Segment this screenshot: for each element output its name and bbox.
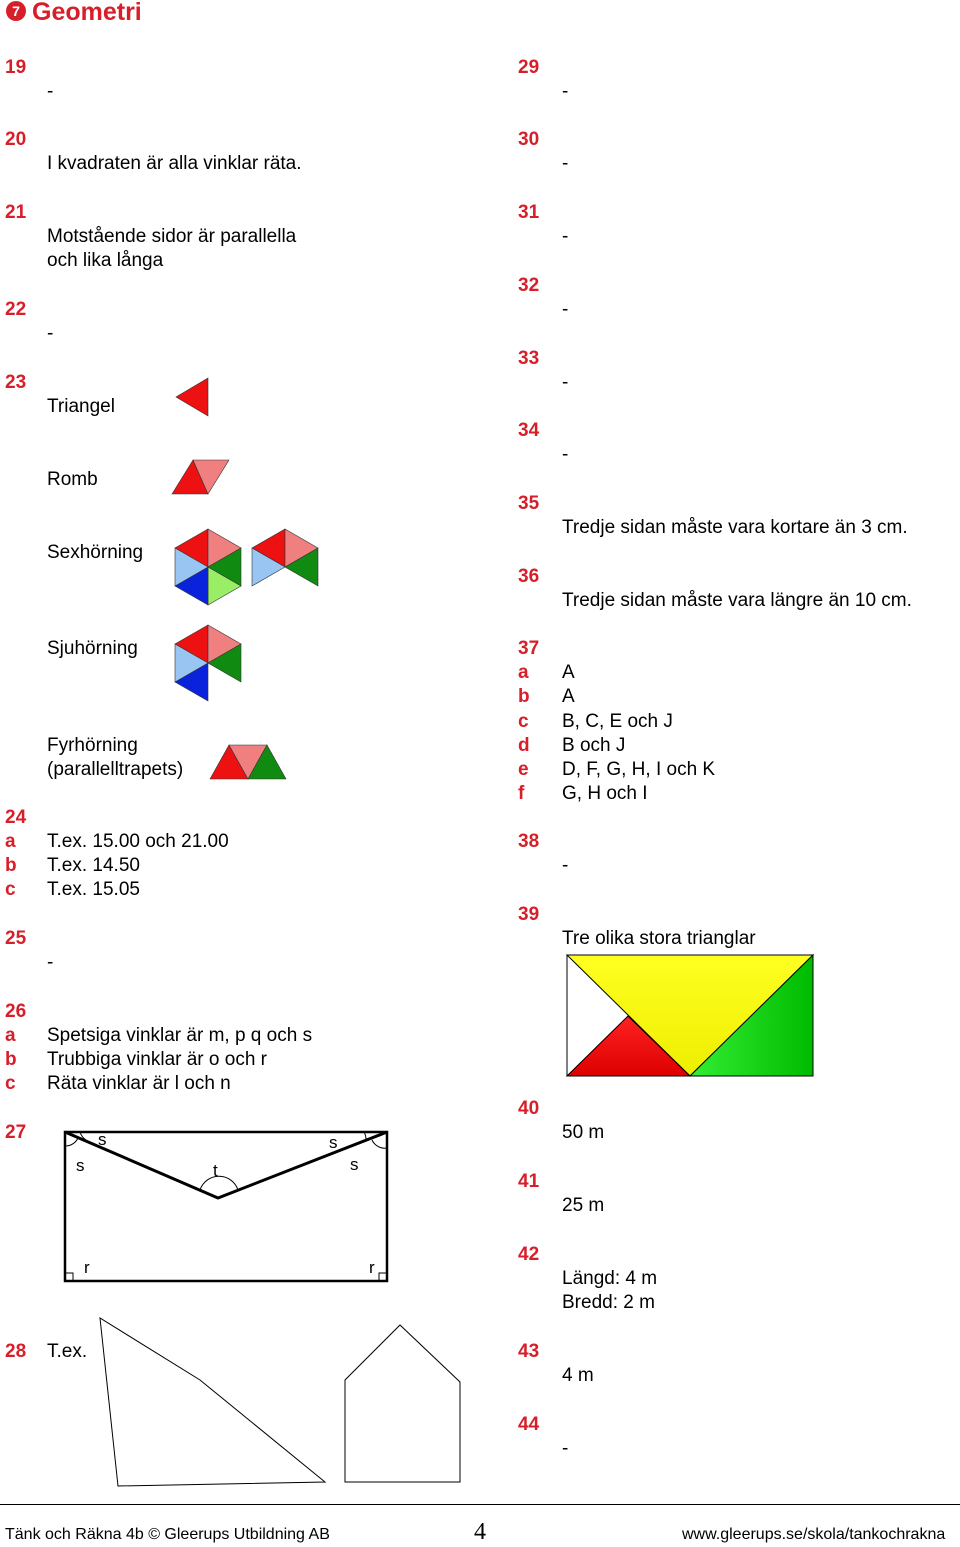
q24-a-letter: a — [5, 831, 16, 852]
q21-number: 21 — [5, 202, 27, 223]
q37-c-letter: c — [518, 711, 529, 732]
q37-a-answer: A — [562, 662, 575, 683]
q42-answer-width: Bredd: 2 m — [562, 1292, 655, 1313]
q23-sjuhorning-label: Sjuhörning — [47, 638, 138, 659]
chapter-title-text: Geometri — [32, 0, 142, 26]
q32-number: 32 — [518, 275, 540, 296]
q34-number: 34 — [518, 420, 540, 441]
q29-number: 29 — [518, 57, 540, 78]
q26-c-letter: c — [5, 1073, 16, 1094]
chapter-badge: 7 — [6, 1, 26, 21]
footer-url[interactable]: www.gleerups.se/skola/tankochrakna — [682, 1526, 946, 1543]
q37-f-answer: G, H och I — [562, 783, 648, 804]
q26-b-letter: b — [5, 1049, 17, 1070]
q41-number: 41 — [518, 1171, 540, 1192]
q23-fyrhorning-label: Fyrhörning — [47, 735, 138, 756]
q37-c-answer: B, C, E och J — [562, 711, 673, 732]
label-s-left: s — [76, 1156, 85, 1175]
q42-number: 42 — [518, 1244, 540, 1265]
q36-number: 36 — [518, 566, 540, 587]
q21-answer-line1: Motstående sidor är parallella — [47, 226, 297, 247]
q23-number: 23 — [5, 372, 27, 393]
q26-b-answer: Trubbiga vinklar är o och r — [47, 1049, 268, 1070]
q37-e-letter: e — [518, 759, 529, 780]
q43-number: 43 — [518, 1341, 540, 1362]
q35-number: 35 — [518, 493, 540, 514]
q20-answer: I kvadraten är alla vinklar räta. — [47, 153, 302, 174]
q25-number: 25 — [5, 928, 27, 949]
q34-answer: - — [562, 444, 569, 465]
q37-b-answer: A — [562, 686, 575, 707]
q31-answer: - — [562, 226, 569, 247]
q24-b-answer: T.ex. 14.50 — [47, 855, 140, 876]
label-r-right: r — [369, 1258, 375, 1277]
q36-answer: Tredje sidan måste vara längre än 10 cm. — [562, 590, 912, 611]
q24-number: 24 — [5, 807, 27, 828]
q39-number: 39 — [518, 904, 540, 925]
q33-number: 33 — [518, 348, 540, 369]
q37-b-letter: b — [518, 686, 530, 707]
q37-d-letter: d — [518, 735, 530, 756]
q28-number: 28 — [5, 1341, 27, 1362]
q43-answer: 4 m — [562, 1365, 594, 1386]
label-t: t — [213, 1161, 218, 1180]
q24-a-answer: T.ex. 15.00 och 21.00 — [47, 831, 229, 852]
q28-answer: T.ex. — [47, 1341, 88, 1362]
q37-d-answer: B och J — [562, 735, 626, 756]
q37-number: 37 — [518, 638, 540, 659]
q42-answer-length: Längd: 4 m — [562, 1268, 658, 1289]
q24-b-letter: b — [5, 855, 17, 876]
q44-number: 44 — [518, 1414, 540, 1435]
page-number: 4 — [474, 1519, 486, 1545]
footer-publisher: Tänk och Räkna 4b © Gleerups Utbildning AB — [5, 1526, 330, 1543]
q23-fyrhorning-sublabel: (parallelltrapets) — [47, 759, 184, 780]
q25-answer: - — [47, 952, 54, 973]
q31-number: 31 — [518, 202, 540, 223]
q38-number: 38 — [518, 831, 540, 852]
q38-answer: - — [562, 855, 569, 876]
q23-triangel-label: Triangel — [47, 396, 115, 417]
q23-sexhorning-label: Sexhörning — [47, 542, 144, 563]
q39-answer: Tre olika stora trianglar — [562, 928, 756, 949]
q21-answer-line2: och lika långa — [47, 250, 164, 271]
q22-answer: - — [47, 323, 54, 344]
label-s-top-right: s — [329, 1133, 338, 1152]
q26-c-answer: Räta vinklar är l och n — [47, 1073, 231, 1094]
q33-answer: - — [562, 372, 569, 393]
q37-e-answer: D, F, G, H, I och K — [562, 759, 716, 780]
q26-a-letter: a — [5, 1025, 16, 1046]
q19-answer: - — [47, 81, 54, 102]
q29-answer: - — [562, 81, 569, 102]
label-r-left: r — [84, 1258, 90, 1277]
q30-number: 30 — [518, 129, 540, 150]
footer-rule — [0, 1504, 960, 1505]
q23-romb-label: Romb — [47, 469, 98, 490]
q35-answer: Tredje sidan måste vara kortare än 3 cm. — [562, 517, 908, 538]
q32-answer: - — [562, 299, 569, 320]
q22-number: 22 — [5, 299, 27, 320]
q26-number: 26 — [5, 1001, 27, 1022]
q30-answer: - — [562, 153, 569, 174]
q24-c-answer: T.ex. 15.05 — [47, 879, 140, 900]
q27-number: 27 — [5, 1122, 27, 1143]
q37-f-letter: f — [518, 783, 525, 804]
label-s-right: s — [350, 1155, 359, 1174]
q19-number: 19 — [5, 57, 27, 78]
q37-a-letter: a — [518, 662, 529, 683]
label-s-top-left: s — [98, 1130, 107, 1149]
q24-c-letter: c — [5, 879, 16, 900]
q20-number: 20 — [5, 129, 27, 150]
q40-number: 40 — [518, 1098, 540, 1119]
q44-answer: - — [562, 1438, 569, 1459]
q40-answer: 50 m — [562, 1122, 605, 1143]
q41-answer: 25 m — [562, 1195, 605, 1216]
q26-a-answer: Spetsiga vinklar är m, p q och s — [47, 1025, 313, 1046]
